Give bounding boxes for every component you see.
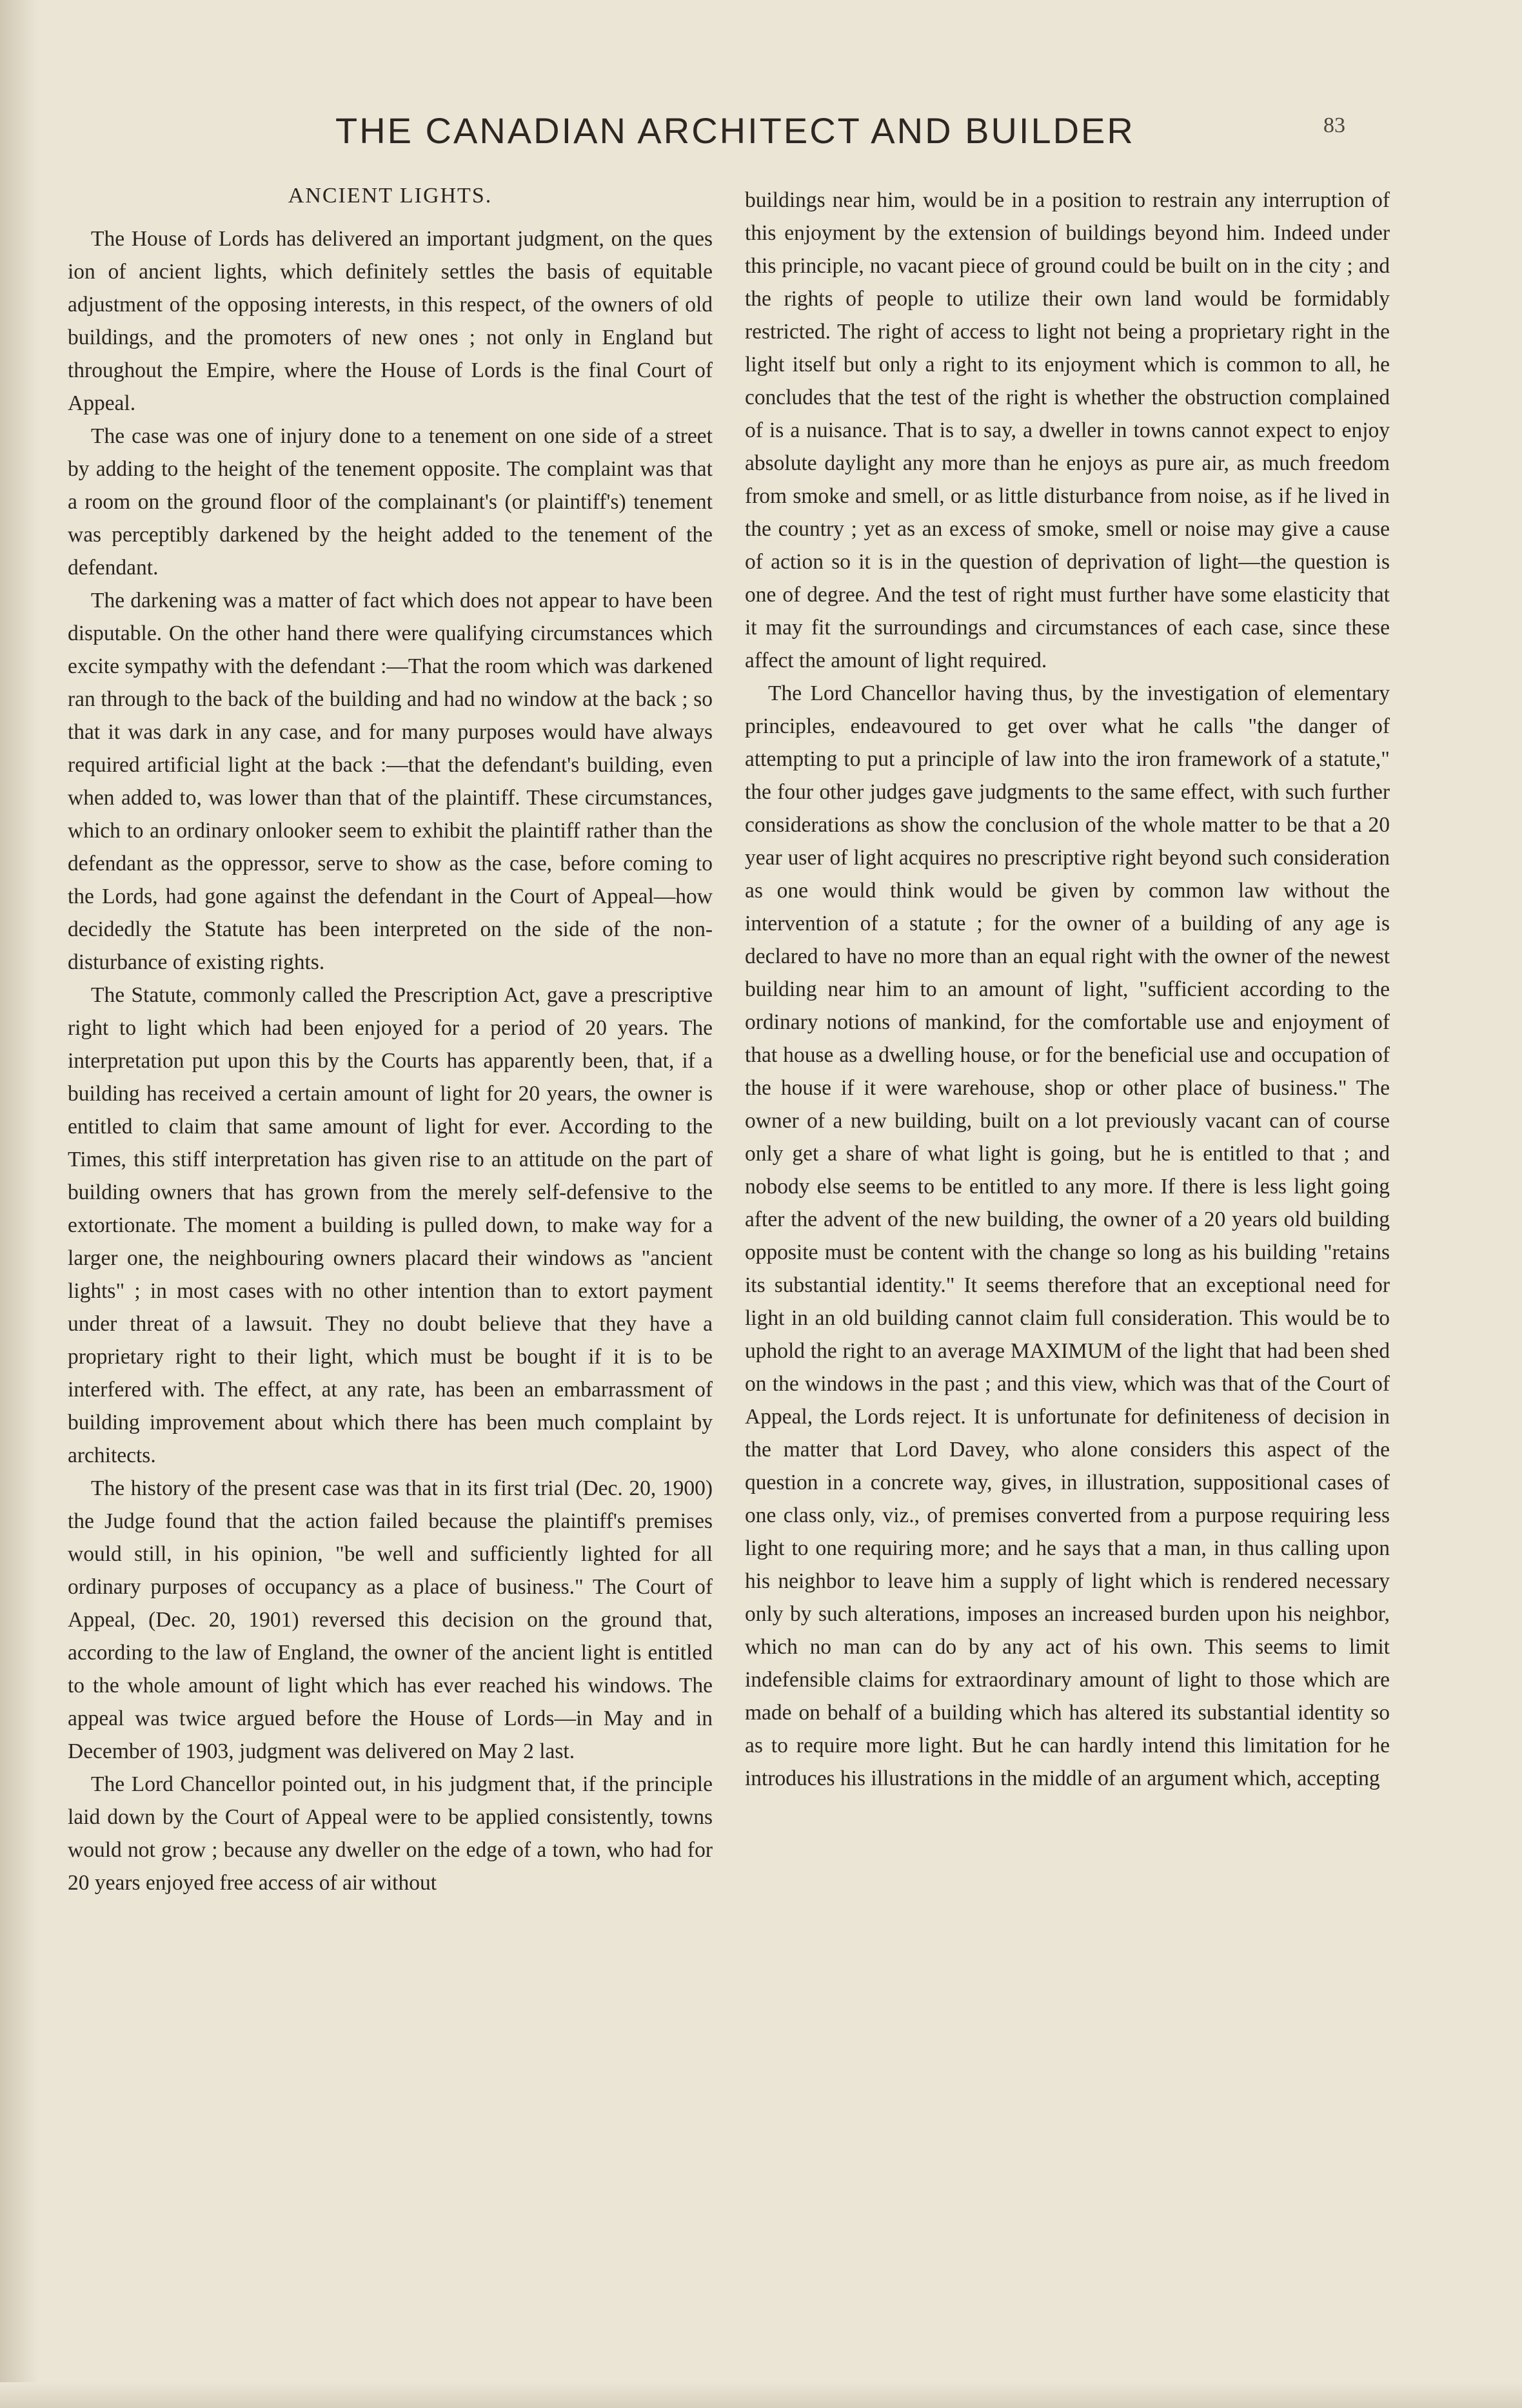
page-number: 83 (1323, 113, 1345, 137)
paragraph: The darkening was a matter of fact which does not appear to have been disputable. On the other hand there were qualifying circumstances which excite sympathy with the defendant :—That the room which was darkened ran through to the back of the building and had no window at the back ; so that it was dark in any case, and for many purposes would have always required artificial light at the back :—that the defendant's building, even when added to, was lower than that of the plaintiff. These circumstances, which to an ordinary onlooker seem to exhibit the plaintiff rather than the defendant as the oppressor, serve to show as the case, before coming to the Lords, had gone against the defendant in the Court of Appeal—how decidedly the Statute has been interpreted on the side of the non-disturbance of existing rights. (68, 589, 713, 974)
paragraph: The Lord Chancellor having thus, by the investigation of elementary principles, endeavoured to get over what he calls "the danger of attempting to put a principle of law into the iron framework of a statute," the four other judges gave judgments to the same effect, with such further considerations as show the conclusion of the whole matter to be that a 20 year user of light acquires no prescriptive right beyond such consideration as one would think would be given by common law without the intervention of a statute ; for the owner of a building of any age is declared to have no more than an equal right with the owner of the newest building near him to an amount of light, "sufficient according to the ordinary notions of mankind, for the comfortable use and enjoyment of that house as a dwelling house, or for the beneficial use and occupation of the house if it were warehouse, shop or other place of business." The owner of a new building, built on a lot previously vacant can of course only get a share of what light is going, but he is entitled to that ; and nobody else seems to be entitled to any more. If there is less light going after the advent of the new building, the owner of a 20 years old building opposite must be content with the change so long as his building "retains its substantial identity." It seems therefore that an exceptional need for light in an old building cannot claim full consideration. This would be to uphold the right to an average MAXIMUM of the light that had been shed on the windows in the past ; and this view, which was that of the Court of Appeal, the Lords reject. It is unfortunate for definiteness of decision in the matter that Lord Davey, who alone considers this aspect of the question in a concrete way, gives, in illustration, suppositional cases of one class only, viz., of premises converted from a purpose requiring less light to one requiring more; and he says that a man, in thus calling upon his neighbor to leave him a supply of light which is rendered necessary only by such alterations, imposes an increased burden upon his neighbor, which no man can do by any act of his own. This seems to limit indefensible claims for extraordinary amount of light to those which are made on behalf of a building which has altered its substantial identity so as to require more light. But he can hardly intend this limitation for he introduces his illustrations in the middle of an argument which, accepting (745, 681, 1390, 1790)
paragraph: The case was one of injury done to a tenement on one side of a street by adding to the height of the tenement opposite. The complaint was that a room on the ground floor of the complainant's (or plaintiff's) tenement was perceptibly darkened by the height added to the tenement of the defendant. (68, 424, 713, 580)
paragraph: The history of the present case was that in its first trial (Dec. 20, 1900) the Judge found that the action failed because the plaintiff's premises would still, in his opinion, "be well and sufficiently lighted for all ordinary purposes of occupancy as a place of business." The Court of Appeal, (Dec. 20, 1901) reversed this decision on the ground that, according to the law of England, the owner of the ancient light is entitled to the whole amount of light which has ever reached his windows. The appeal was twice argued before the House of Lords—in May and in December of 1903, judgment was delivered on May 2 last. (68, 1476, 713, 1763)
page-binding-shadow (0, 0, 39, 2408)
paragraph: The Lord Chancellor pointed out, in his judgment that, if the principle laid down by the Court of Appeal were to be applied consistently, towns would not grow ; because any dweller on the edge of a town, who had for 20 years enjoyed free access of air without (68, 1772, 713, 1895)
left-column (68, 184, 713, 2389)
running-title: THE CANADIAN ARCHITECT AND BUILDER (335, 110, 1135, 151)
paragraph-continued: buildings near him, would be in a position to restrain any interruption of this enjoyment by the extension of buildings beyond him. Indeed under this principle, no vacant piece of ground could be built on in the city ; and the rights of people to utilize their own land would be formidably restricted. The right of access to light not being a proprietary right in the light itself but only a right to its enjoyment which is common to all, he concludes that the test of the right is whether the obstruction complained of is a nuisance. That is to say, a dweller in towns cannot expect to enjoy absolute daylight any more than he enjoys as pure air, as much freedom from smoke and smell, or as little disturbance from noise, as if he lived in the country ; yet as an excess of smoke, smell or noise may give a cause of action so it is in the question of deprivation of light—the question is one of degree. And the test of right must further have some elasticity that it may fit the surroundings and circumstances of each case, since these affect the amount of light required. (745, 188, 1390, 672)
right-column (745, 184, 1390, 2389)
paragraph: The House of Lords has delivered an important judgment, on the ques ion of ancient lights, which definitely settles the basis of equitable adjustment of the opposing interests, in this respect, of the owners of old buildings, and the promoters of new ones ; not only in England but throughout the Empire, where the House of Lords is the final Court of Appeal. (68, 227, 713, 415)
paragraph: The Statute, commonly called the Prescription Act, gave a prescriptive right to light which had been enjoyed for a period of 20 years. The interpretation put upon this by the Courts has apparently been, that, if a building has received a certain amount of light for 20 years, the owner is entitled to claim that same amount of light for ever. According to the Times, this stiff interpretation has given rise to an attitude on the part of building owners that has grown from the merely self-defensive to the extortionate. The moment a building is pulled down, to make way for a larger one, the neighbouring owners placard their windows as "ancient lights" ; in most cases with no other intention than to extort payment under threat of a lawsuit. They no doubt believe that they have a proprietary right to their light, which must be bought if it is to be interfered with. The effect, at any rate, has been an embarrassment of building improvement about which there has been much complaint by architects. (68, 983, 713, 1467)
page-header (0, 110, 1522, 161)
article-title: ANCIENT LIGHTS. (288, 184, 493, 208)
